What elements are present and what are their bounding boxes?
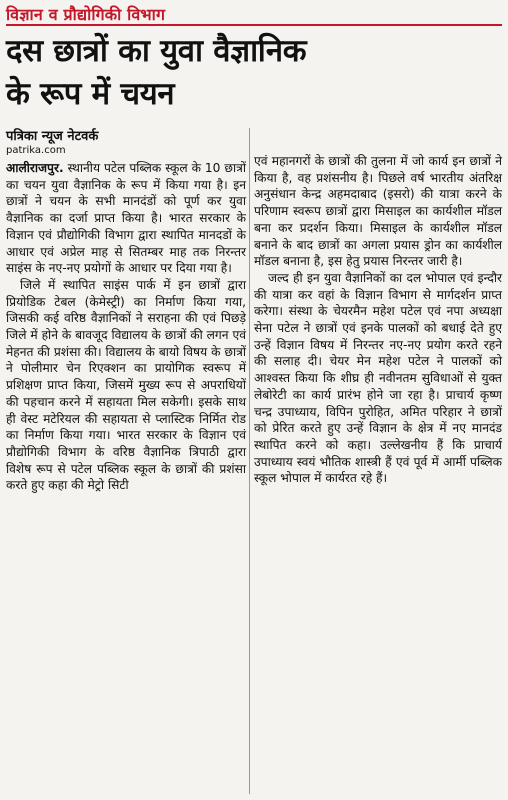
article-paragraph [6,160,246,277]
headline-line-1: दस छात्रों का युवा वैज्ञानिक [6,33,307,69]
article-column-right [254,153,502,487]
headline [6,30,502,116]
article-paragraph: जिले में स्थापित साइंस पार्क में इन छात्रों द्वारा प्रियोडिक टेबल (केमेस्ट्री) का निर्माण किया गया, जिसकी कई वरिष्ठ वैज्ञानिकों ने सराहना की एवं पिछड़े जिले में होने के बावजूद विद्यालय के छात्रों की लगन एवं मेहनत की प्रशंसा की। विद्यालय के बायो विषय के छात्रों ने पोलीमार चेन रिएक्शन का प्रायोगिक स्वरूप में प्रशिक्षण प्राप्त किया, जिसमें मुख्य रूप से अपराधियों की पहचान करने में सहायता मिल सकेगी। इसके साथ ही वेस्ट मटेरियल की सहायता से प्लास्टिक निर्मित रोड का निर्माण किया गया। भारत सरकार के विज्ञान एवं प्रौद्योगिकी विभाग के वरिष्ठ वैज्ञानिक त्रिपाठी द्वारा विशेष रूप से पटेल पब्लिक स्कूल के छात्रों की प्रशंसा करते हुए कहा की मेट्रो सिटी [6,277,246,493]
paragraph-text: स्थानीय पटेल पब्लिक स्कूल के 10 छात्रों का चयन युवा वैज्ञानिक के रूप में किया गया है। इन छात्रों ने चयन के सभी मानदंडों को पूर्ण कर युवा वैज्ञानिक का दर्जा प्राप्त किया है। भारत सरकार के विज्ञान एवं प्रौद्योगिकी विभाग द्वारा स्थापित मानदडों के आधार एवं अप्रेल माह से सितम्बर माह तक निरन्तर साइंस के नए-नए प्रयोगों के आधार पर दिया गया है। [6,161,246,276]
section-kicker: विज्ञान व प्रौद्योगिकी विभाग [6,5,166,24]
article-paragraph: जल्द ही इन युवा वैज्ञानिकों का दल भोपाल एवं इन्दौर की यात्रा कर वहां के विज्ञान विभाग से मार्गदर्शन प्राप्त करेगा। संस्था के चेयरमैन महेश पटेल एवं नपा अध्यक्षा सेना पटेल ने छात्रों एवं इनके पालकों को बधाई देते हुए उन्हें विज्ञान विषय में निरन्तर नए-नए प्रयोग करते रहने की सलाह दी। चेयर मेन महेश पटेल ने पालकों को आश्वस्त किया कि शीघ्र ही नवीनतम सुविधाओं से युक्त लेबोरेटी का कार्य प्रारंभ होने जा रहा है। प्राचार्य कृष्ण चन्द्र उपाध्याय, विपिन पुरोहित, अमित परिहार ने छात्रों को प्रेरित करते हुए उन्हें विज्ञान के क्षेत्र में नए मानदंड स्थापित करने को कहा। उल्लेखनीय हैं कि प्राचार्य उपाध्याय स्वयं भौतिक शास्त्री हैं एवं पूर्व में आर्मी पब्लिक स्कूल भोपाल में कार्यरत रहे हैं। [254,270,502,486]
article-column-left [6,160,246,494]
byline-site: patrika.com [6,145,66,156]
byline-agency: पत्रिका न्यूज नेटवर्क [6,129,99,144]
kicker-underline [6,24,502,26]
column-divider [249,128,250,794]
article-paragraph: एवं महानगरों के छात्रों की तुलना में जो कार्य इन छात्रों ने किया है, वह प्रशंसनीय है। पिछले वर्ष भारतीय अंतरिक्ष अनुसंधान केन्द्र अहमदाबाद (इसरो) की यात्रा करने के परिणाम स्वरूप छात्रों द्वारा मिसाइल का कार्यशील मॉडल बना कर प्रदर्शन किया। मिसाइल के कार्यशील मॉडल बनाने के बाद छात्रों का अगला प्रयास ड्रोन का कार्यशील मॉडल बनाना है, इस हेतु प्रयास निरन्तर जारी है। [254,154,502,269]
headline-line-2: के रूप में चयन [6,76,175,112]
dateline: आलीराजपुर. [6,161,64,175]
byline [6,128,246,157]
